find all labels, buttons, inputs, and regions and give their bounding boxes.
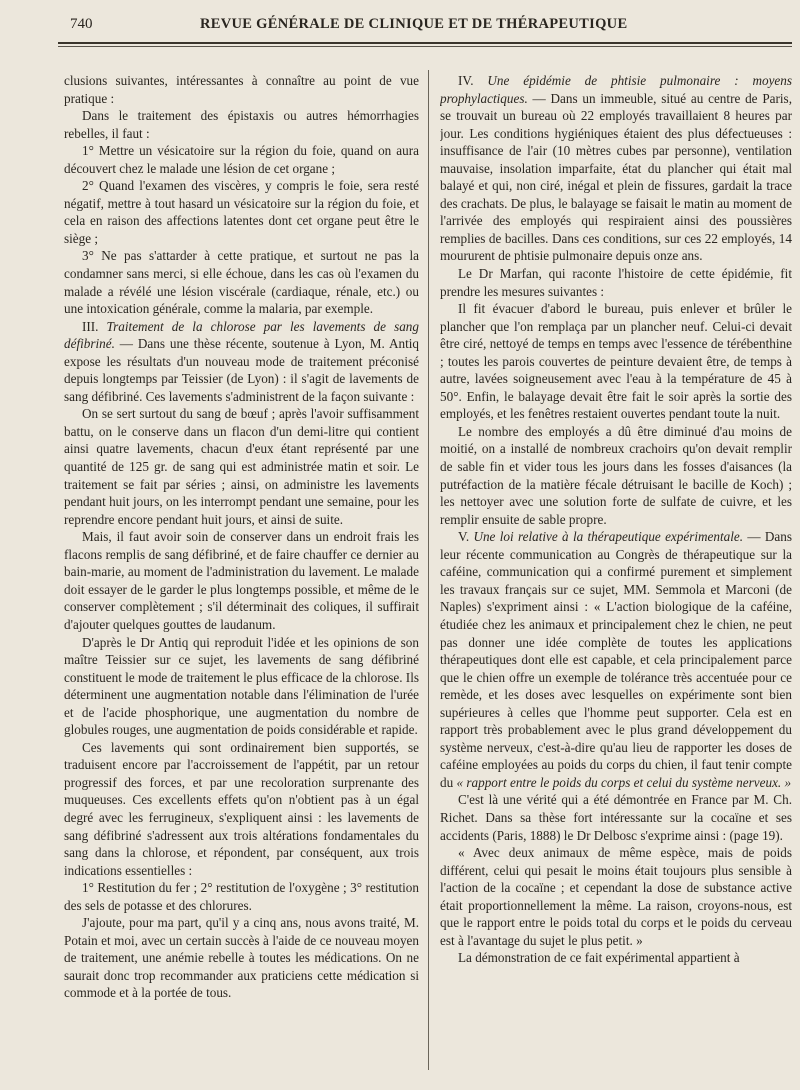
paragraph	[440, 72, 792, 265]
paragraph-text: Il fit évacuer d'abord le bureau, puis enlever et brûler le plancher que l'on remplaça par un plancher neuf. Celui-ci devait être ciré, nettoyé de temps en temps avec l'essence de térébenthine ; toutes les parois couvertes de peinture devaient être, de temps à autre, lavées soigneusement avec l'eau à la température de 45 à 50°. Enfin, le balayage devait être fait le soir après la sortie des employés, et les fenêtres restaient ouvertes pendant toute la nuit.	[440, 301, 792, 422]
paragraph	[440, 791, 792, 844]
paragraph	[440, 423, 792, 528]
paragraph	[64, 247, 419, 317]
paragraph-text: — Dans un immeuble, situé au centre de Paris, se trouvait un bureau où 22 employés travaillaient 8 heures par jour. Les conditions hygiéniques étaient des plus défectueuses : insuffisance de l'air (10 mètres cubes par personne), ventilation mauvaise, insolation imparfaite, état du plancher qui était mal balayé et qui, non ciré, inégal et plein de fissures, gardait la trace des crachats. De plus, le balayage se faisait le matin au moment de l'arrivée des employés qui respiraient ainsi des poussières remplies de bacilles. Dans ces conditions, sur ces 22 employés, 14 moururent de phtisie pulmonaire depuis onze ans.	[440, 90, 792, 264]
paragraph-text: 3° Ne pas s'attarder à cette pratique, et surtout ne pas la condamner sans merci, si elle échoue, dans les cas où l'examen du malade a révélé une lésion viscérale (cardiaque, rénale, etc.) ou une intoxication générale, comme la malaria, par exemple.	[64, 248, 419, 317]
paragraph-text: clusions suivantes, intéressantes à connaître au point de vue pratique :	[64, 73, 419, 106]
paragraph	[64, 142, 419, 177]
paragraph-text: Le Dr Marfan, qui raconte l'histoire de cette épidémie, fit prendre les mesures suivantes :	[440, 266, 792, 299]
paragraph-text: — Dans leur récente communication au Congrès de thérapeutique sur la caféine, communication qui a confirmé purement et simplement les travaux français sur ce sujet, MM. Semmola et Marconi (de Naples) s'expriment ainsi : « L'action biologique de la caféine, étudiée chez les animaux et principalement chez le chien, ne peut pas donner une idée complète de toutes les applications thérapeutiques dont elle est capable, et cela principalement parce que le chien offre un exemple de tolérance très accentuée pour ce remède, et les doses avec lesquelles on expérimente sont bien supérieures à celles que l'homme peut supporter. Cela est en rapport très probablement avec le plus grand développement du système nerveux, c'est-à-dire qu'au lieu de rapporter les doses de caféine employées au poids du corps du chien, il faut tenir compte du	[440, 529, 792, 790]
paragraph-text: « Avec deux animaux de même espèce, mais de poids différent, celui qui pesait le moins était toujours plus sensible à l'action de la cocaïne ; et cependant la dose de substance active était proportionnellement la même. La raison, croyons-nous, est que le rapport entre le poids total du corps et le poids du cerveau est à l'avantage du sujet le plus petit. »	[440, 845, 792, 948]
section-title: Une loi relative à la thérapeutique expérimentale.	[473, 529, 744, 545]
section-number: III.	[82, 318, 107, 334]
right-column	[440, 72, 792, 1082]
paragraph	[64, 405, 419, 528]
section-number: V.	[458, 529, 474, 545]
section-title: Une épidémie de phtisie pulmonaire : moyens prophylactiques.	[440, 73, 792, 106]
paragraph-text: Le nombre des employés a dû être diminué d'au moins de moitié, on a installé de nombreux crachoirs qu'on devait remplir de sable fin et vider tous les jours dans les fosses d'aisances (la putréfaction de la matière fécale détruisant le bacille de Koch) ; les nettoyer avec une solution forte de sulfate de cuivre, et les remplir ensuite de sable propre.	[440, 423, 792, 527]
paragraph	[440, 265, 792, 300]
column-divider	[428, 70, 429, 1070]
paragraph-text: — Dans une thèse récente, soutenue à Lyon, M. Antiq expose les résultats d'un nouveau mode de traitement préconisé depuis longtemps par Teissier (de Lyon) : il s'agit de lavements de sang défibriné. Ces lavements s'administrent de la façon suivante :	[64, 336, 419, 404]
header-rule	[58, 42, 792, 44]
paragraph	[64, 634, 419, 739]
left-column	[64, 72, 419, 1082]
section-title: Traitement de la chlorose par les lavements de sang défibriné.	[64, 318, 419, 352]
paragraph	[64, 107, 419, 142]
paragraph	[64, 739, 419, 879]
paragraph	[64, 177, 419, 247]
running-title: REVUE GÉNÉRALE DE CLINIQUE ET DE THÉRAPEUTIQUE	[200, 16, 628, 32]
paragraph-text: La démonstration de ce fait expérimental appartient à	[458, 950, 740, 966]
paragraph-text: D'après le Dr Antiq qui reproduit l'idée et les opinions de son maître Teissier sur ce sujet, les lavements de sang défibriné constituent le mode de traitement le plus efficace de la chlorose. Ils déterminent une augmentation notable dans l'élimination de l'urée et de l'acide phosphorique, une augmentation du nombre de globules rouges, une augmentation de poids considérable et rapide.	[64, 634, 419, 738]
paragraph	[64, 72, 419, 107]
quoted-phrase: « rapport entre le poids du corps et celui du système nerveux. »	[456, 774, 792, 790]
page-header	[70, 16, 790, 38]
paragraph	[64, 879, 419, 914]
paragraph-text: 1° Restitution du fer ; 2° restitution de l'oxygène ; 3° restitution des sels de potasse et des chlorures.	[64, 880, 419, 913]
paragraph	[64, 528, 419, 633]
paragraph-text: Dans le traitement des épistaxis ou autres hémorrhagies rebelles, il faut :	[64, 108, 419, 141]
paragraph-text: 2° Quand l'examen des viscères, y compris le foie, sera resté négatif, mettre à tout hasard un vésicatoire sur la région du foie, et cela en raison des affections latentes dont cet organe peut être le siège ;	[64, 178, 419, 246]
paragraph	[440, 949, 792, 967]
paragraph-text: Mais, il faut avoir soin de conserver dans un endroit frais les flacons remplis de sang défibriné, et de faire chauffer ce dernier au bain-marie, au moment de l'administration du lavement. Le malade doit essayer de le garder le plus longtemps possible, et même de le conserver complètement ; s'il déterminait des coliques, il suffirait d'ajouter quelques gouttes de laudanum.	[64, 529, 419, 632]
paragraph-text: 1° Mettre un vésicatoire sur la région du foie, quand on aura découvert chez le malade une lésion de cet organe ;	[64, 143, 419, 176]
paragraph	[440, 844, 792, 949]
paragraph	[64, 318, 419, 406]
header-rule-thin	[58, 46, 792, 47]
paragraph-text: J'ajoute, pour ma part, qu'il y a cinq ans, nous avons traité, M. Potain et moi, avec un certain succès à l'aide de ce nouveau moyen de traitement, une anémie rebelle à toutes les médications. On ne saurait donc trop recommander aux praticiens cette médication si commode et à la portée de tous.	[64, 915, 419, 1001]
paragraph-text: On se sert surtout du sang de bœuf ; après l'avoir suffisamment battu, on le conserve dans un flacon d'un demi-litre qui contient ainsi quatre lavements, chacun d'eux étant représenté par une quantité de 125 gr. de sang qui est administrée matin et soir. Le traitement se fait par séries ; ainsi, on administre les lavements pendant huit jours, on les interrompt pendant une semaine, pour les reprendre encore pendant huit jours, et ainsi de suite.	[64, 406, 419, 527]
page-number: 740	[70, 16, 93, 32]
section-number: IV.	[458, 73, 488, 88]
paragraph	[64, 914, 419, 1002]
paragraph-text: Ces lavements qui sont ordinairement bien supportés, se traduisent encore par l'accroissement de l'appétit, par un retour progressif des forces, et par une recoloration surprenante des muqueuses. Ces excellents effets qu'on n'obtient pas à un égal degré avec les ferrugineux, s'expliquent ainsi : les lavements de sang défibriné s'adressent aux trois altérations fondamentales du sang dans la chlorose, et répondent, par conséquent, aux trois indications essentielles :	[64, 739, 419, 878]
paragraph-text: C'est là une vérité qui a été démontrée en France par M. Ch. Richet. Dans sa thèse fort intéressante sur la cocaïne et ses accidents (Paris, 1888) le Dr Delbosc s'exprime ainsi : (page 19).	[440, 792, 792, 843]
paragraph	[440, 300, 792, 423]
paragraph	[440, 528, 792, 791]
